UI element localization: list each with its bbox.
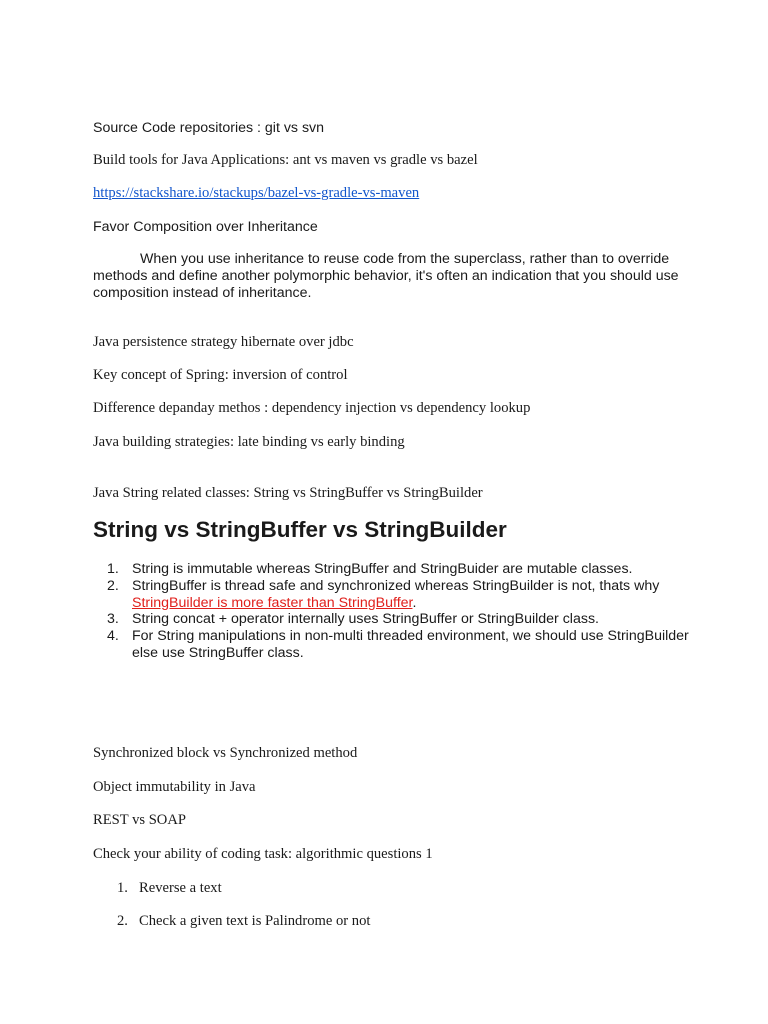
line-dependency-methods: Difference depanday methos : dependency injection vs dependency lookup xyxy=(93,400,531,416)
line-synchronized: Synchronized block vs Synchronized method xyxy=(93,745,358,761)
line-string-classes: Java String related classes: String vs StringBuffer vs StringBuilder xyxy=(93,485,483,501)
list-item xyxy=(93,880,222,897)
question-list-item-2 xyxy=(93,913,370,930)
list-item xyxy=(93,578,693,612)
paragraph-rest: override methods and define another polymorphic behavior, it's often an indication that you should use composition instead of inheritance. xyxy=(93,251,679,301)
composition-paragraph xyxy=(93,251,683,301)
line-build-tools: Build tools for Java Applications: ant vs maven vs gradle vs bazel xyxy=(93,152,478,168)
line-spring-concept: Key concept of Spring: inversion of control xyxy=(93,367,348,383)
list-item-text: String concat + operator internally uses StringBuffer or StringBuilder class. xyxy=(132,611,599,628)
list-item-text: Reverse a text xyxy=(139,880,222,896)
line-binding-strategies: Java building strategies: late binding vs early binding xyxy=(93,434,405,450)
list-number: 4. xyxy=(107,628,119,645)
line-rest-soap: REST vs SOAP xyxy=(93,812,186,828)
list-item-text: For String manipulations in non-multi threaded environment, we should use StringBuilder else use StringBuffer class. xyxy=(132,628,689,661)
line-java-persistence: Java persistence strategy hibernate over jdbc xyxy=(93,334,354,350)
highlighted-link-text[interactable]: StringBuilder is more faster than StringBuffer xyxy=(132,594,413,611)
string-heading: String vs StringBuffer vs StringBuilder xyxy=(93,517,507,542)
string-comparison-list xyxy=(93,561,693,662)
list-number: 1. xyxy=(107,561,119,577)
list-number: 3. xyxy=(107,611,119,628)
list-item-text: String is immutable whereas StringBuffer and StringBuider are mutable classes. xyxy=(132,561,633,577)
list-item xyxy=(93,561,693,578)
line-coding-task: Check your ability of coding task: algorithmic questions 1 xyxy=(93,846,433,862)
list-item-text: StringBuffer is thread safe and synchronized whereas StringBuilder is not, thats why xyxy=(132,577,660,594)
list-item-text: Check a given text is Palindrome or not xyxy=(139,913,371,929)
stackshare-link[interactable]: https://stackshare.io/stackups/bazel-vs-gradle-vs-maven xyxy=(93,185,420,201)
question-list-item-1 xyxy=(93,880,222,897)
list-item xyxy=(93,913,370,930)
list-number: 2. xyxy=(107,577,119,594)
list-item xyxy=(93,628,693,662)
list-item xyxy=(93,611,693,628)
paragraph-first-line: When you use inheritance to reuse code from the superclass, rather than to xyxy=(140,251,614,267)
list-item-text-end: . xyxy=(412,594,417,611)
line-source-code-repos: Source Code repositories : git vs svn xyxy=(93,120,325,136)
list-number: 1. xyxy=(117,880,128,896)
list-number: 2. xyxy=(117,913,128,929)
line-immutability: Object immutability in Java xyxy=(93,779,256,795)
line-favor-composition: Favor Composition over Inheritance xyxy=(93,219,318,235)
